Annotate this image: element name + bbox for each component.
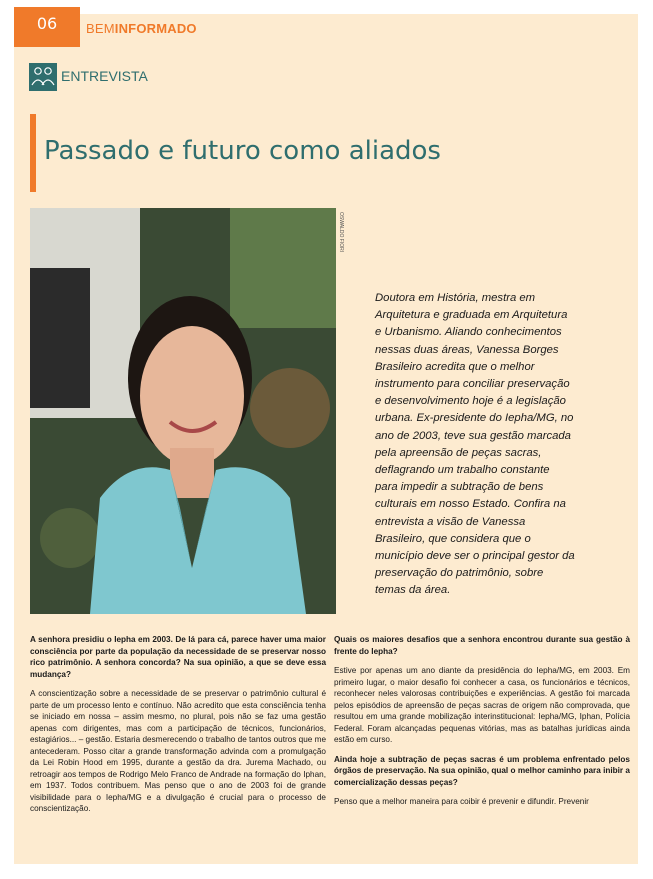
title-accent-bar: [30, 114, 36, 192]
answer-1: A conscientização sobre a necessidade de se preservar o patrimônio cultural é parte de um processo lento e contínuo. Não acredito que esta consciência tenha se iniciado em nossa – assim mesmo, no plural, pois não se faz uma gestão apenas com dirigentes, mas com a participação de técnicos, funcionários, estagiários... – gestão. Estaria desmerecendo o trabalho de tantos outros que me antecederam. Posso citar a grande transformação advinda com a promulgação da Lei Robin Hood em 1995, durante a gestão da dra. Jurema Machado, ou retroagir aos tempos de Rodrigo Melo Franco de Andrade na formação do Iphan, em 1937. Todos contribuem. Mas penso que o ano de 2003 foi de grande visibilidade para o Iepha/MG e a divulgação é crucial para o processo de conscientização.: [30, 689, 326, 813]
answer-2: Estive por apenas um ano diante da presidência do Iepha/MG, em 2003. Em primeiro lugar, o maior desafio foi conhecer a casa, os funcionários e técnicos, reconhecer neles valorosas contribuições e experiências. A gestão foi marcada pelos episódios de apreensão de peças sacras de origem não comprovada, que resultou em uma grande mobilização interinstitucional: Iepha/MG, Iphan, Polícia Federal. Foram alcançadas pequenas vitórias, mas as batalhas jurídicas ainda estão em curso.: [334, 666, 630, 744]
article-title: Passado e futuro como aliados: [44, 136, 441, 166]
photo-credit: OSWALDO FIORI: [338, 212, 344, 253]
question-2: Quais os maiores desafios que a senhora encontrou durante sua gestão à frente do Iepha?: [334, 635, 630, 656]
right-column: [334, 634, 630, 816]
answer-3: Penso que a melhor maneira para coibir é prevenir e difundir. Prevenir: [334, 797, 589, 806]
brand-part1: BEM: [86, 21, 115, 36]
page-number: 06: [14, 7, 80, 47]
interviewee-photo: [30, 208, 336, 614]
left-column: [30, 634, 326, 823]
article-intro: Doutora em História, mestra em Arquitetura e graduada em Arquitetura e Urbanismo. Aliando conhecimentos nessas duas áreas, Vanessa Borges Brasileiro acredita que o melhor instrumento para conciliar preservação e desenvolvimento hoje é a legislação urbana. Ex-presidente do Iepha/MG, no ano de 2003, teve sua gestão marcada pela apreensão de peças sacras, deflagrando um trabalho constante para impedir a subtração de bens culturais em nosso Estado. Confira na entrevista a visão de Vanessa Brasileiro, que considera que o município deve ser o principal gestor da preservação do patrimônio, sobre temas da área.: [375, 292, 575, 597]
question-3: Ainda hoje a subtração de peças sacras é um problema enfrentado pelos órgãos de preservação. Na sua opinião, qual o melhor caminho para inibir a comercialização dessas peças?: [334, 754, 630, 787]
brand-part2: INFORMADO: [114, 21, 197, 36]
brand-logo: [86, 21, 197, 36]
people-icon: [29, 63, 57, 91]
section-label: ENTREVISTA: [61, 68, 148, 84]
question-1: A senhora presidiu o Iepha em 2003. De lá para cá, parece haver uma maior consciência por parte da população da necessidade de se preservar nosso rico patrimônio. A senhora concorda? Na sua opinião, a que se deve essa mudança?: [30, 635, 326, 679]
